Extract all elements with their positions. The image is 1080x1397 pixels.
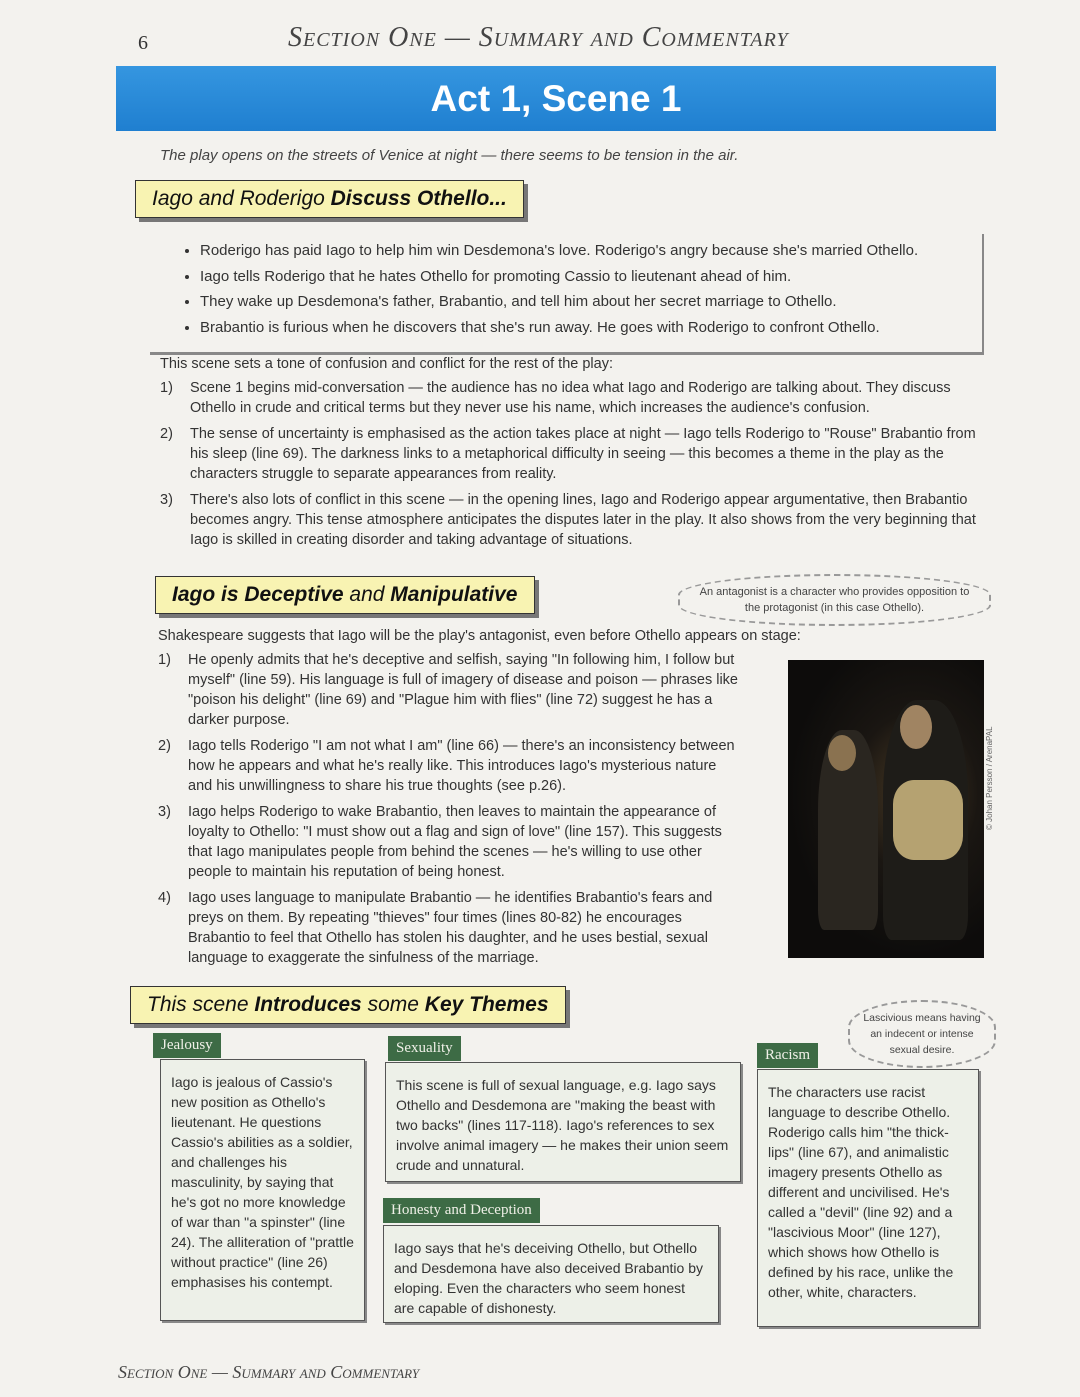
heading-part: This scene xyxy=(147,993,255,1016)
bullet-item: • Iago tells Roderigo that he hates Othello for promoting Cassio to lieutenant ahead of him. xyxy=(200,264,982,290)
heading-iago-deceptive xyxy=(155,576,535,614)
theme-tab-racism: Racism xyxy=(757,1043,818,1068)
tone-section xyxy=(160,354,985,556)
numbered-point xyxy=(160,490,985,550)
point-text: He openly admits that he's deceptive and selfish, saying "In following him, I follow but myself" (line 59). His language is full of imagery of disease and poison — phrases like "poison his delight" (line 69) and "Plague him with flies" (line 72) suggest he has a darker purpose. xyxy=(188,652,738,728)
antagonist-lead: Shakespeare suggests that Iago will be the play's antagonist, even before Othello appears on stage: xyxy=(158,628,801,644)
bullet-item: • Roderigo has paid Iago to help him win Desdemona's love. Roderigo's angry because she's married Othello. xyxy=(200,238,982,264)
point-text: Iago uses language to manipulate Brabantio — he identifies Brabantio's fears and preys on them. By repeating "thieves" four times (lines 80-82) he encourages Brabantio to feel that Othello has stolen his daughter, and he uses bestial, sexual language to exaggerate the sinfulness of the marriage. xyxy=(188,890,713,966)
photo-credit: © Johan Persson / ArenaPAL xyxy=(985,726,994,830)
heading-key-themes xyxy=(130,986,566,1024)
point-number: 3) xyxy=(160,492,173,508)
heading-iago-roderigo xyxy=(135,180,524,218)
numbered-point xyxy=(158,650,740,730)
bullet-item: • They wake up Desdemona's father, Brabantio, and tell him about her secret marriage to Othello. xyxy=(200,289,982,315)
point-number: 2) xyxy=(160,426,173,442)
summary-bullets xyxy=(150,234,984,355)
point-text: The sense of uncertainty is emphasised as the action takes place at night — Iago tells Roderigo to "Rouse" Brabantio from his sleep (line 69). The darkness links to a metaphorical difficulty in seeing — this becomes a theme in the play as the characters struggle to separate appearances from reality. xyxy=(190,426,976,482)
production-photo xyxy=(788,660,984,958)
tone-lead: This scene sets a tone of confusion and conflict for the rest of the play: xyxy=(160,356,613,372)
point-number: 1) xyxy=(158,652,171,668)
theme-tab-honesty: Honesty and Deception xyxy=(383,1198,540,1223)
point-text: Scene 1 begins mid-conversation — the audience has no idea what Iago and Roderigo are talking about. They discuss Othello in crude and critical terms but they never use his name, which increases the audience's confusion. xyxy=(190,380,951,416)
heading-part: Iago is Deceptive xyxy=(172,583,344,606)
heading-part: Discuss Othello... xyxy=(330,187,507,210)
point-number: 3) xyxy=(158,804,171,820)
scene-banner: Act 1, Scene 1 xyxy=(116,66,996,131)
bullet-item: • Brabantio is furious when he discovers that she's run away. He goes with Roderigo to confront Othello. xyxy=(200,315,982,341)
heading-part: Introduces xyxy=(254,993,362,1016)
theme-box-sexuality: This scene is full of sexual language, e.g. Iago says Othello and Desdemona are "making the beast with two backs" (lines 117-118). Iago's references to sex involve animal imagery — he makes their union seem crude and unnatural. xyxy=(385,1062,741,1182)
point-text: Iago tells Roderigo "I am not what I am" (line 66) — there's an inconsistency between how he appears and what he's really like. This introduces Iago's mysterious nature and his unwillingness to share his true thoughts (see p.26). xyxy=(188,738,735,794)
costume-sleeve xyxy=(893,780,963,860)
page-number: 6 xyxy=(138,32,148,54)
numbered-point xyxy=(160,378,985,418)
theme-tab-sexuality: Sexuality xyxy=(388,1036,461,1061)
numbered-point xyxy=(158,888,740,968)
theme-box-racism: The characters use racist language to describe Othello. Roderigo calls him "the thick-lips" (line 67), and animalistic imagery presents Othello as different and uncivilised. He's called a "devil" (line 92) and a "lascivious Moor" (line 127), which shows how Othello is defined by his race, unlike the other, white, characters. xyxy=(757,1069,979,1327)
theme-box-honesty: Iago says that he's deceiving Othello, but Othello and Desdemona have also deceived Brabantio by eloping. Even the characters who seem honest are capable of dishonesty. xyxy=(383,1225,719,1323)
numbered-point xyxy=(160,424,985,484)
heading-part: and xyxy=(343,583,391,606)
numbered-point xyxy=(158,802,740,882)
heading-part: some xyxy=(361,993,425,1016)
actor-face xyxy=(900,705,932,749)
heading-part: Key Themes xyxy=(424,993,549,1016)
point-number: 2) xyxy=(158,738,171,754)
antagonist-note: An antagonist is a character who provides opposition to the protagonist (in this case Othello). xyxy=(678,574,991,626)
theme-tab-jealousy: Jealousy xyxy=(153,1033,221,1058)
point-text: Iago helps Roderigo to wake Brabantio, then leaves to maintain the appearance of loyalty to Othello: "I must show out a flag and sign of love" (line 157). This suggests that Iago manipulates people from behind the scenes — he's willing to use other people to maintain his reputation of being honest. xyxy=(188,804,722,880)
running-title: Section One — Summary and Commentary xyxy=(288,22,789,53)
point-text: There's also lots of conflict in this scene — in the opening lines, Iago and Roderigo appear argumentative, then Brabantio becomes angry. This tense atmosphere anticipates the disputes later in the play. It also shows from the very beginning that Iago is skilled in creating disorder and taking advantage of situations. xyxy=(190,492,976,548)
page-footer: Section One — Summary and Commentary xyxy=(118,1362,420,1382)
theme-box-jealousy: Iago is jealous of Cassio's new position as Othello's lieutenant. He questions Cassio's abilities as a soldier, and challenges his masculinity, by saying that he's got no more knowledge of war than "a spinster" (line 24). The alliteration of "prattle without practice" (line 26) emphasises his contempt. xyxy=(160,1059,365,1321)
intro-text: The play opens on the streets of Venice at night — there seems to be tension in the air. xyxy=(160,147,739,164)
actor-face xyxy=(828,735,856,771)
heading-part: Manipulative xyxy=(390,583,518,606)
point-number: 4) xyxy=(158,890,171,906)
heading-part: Iago and Roderigo xyxy=(152,187,331,210)
deception-section xyxy=(158,650,740,974)
lascivious-note: Lascivious means having an indecent or intense sexual desire. xyxy=(848,1000,996,1068)
numbered-point xyxy=(158,736,740,796)
point-number: 1) xyxy=(160,380,173,396)
